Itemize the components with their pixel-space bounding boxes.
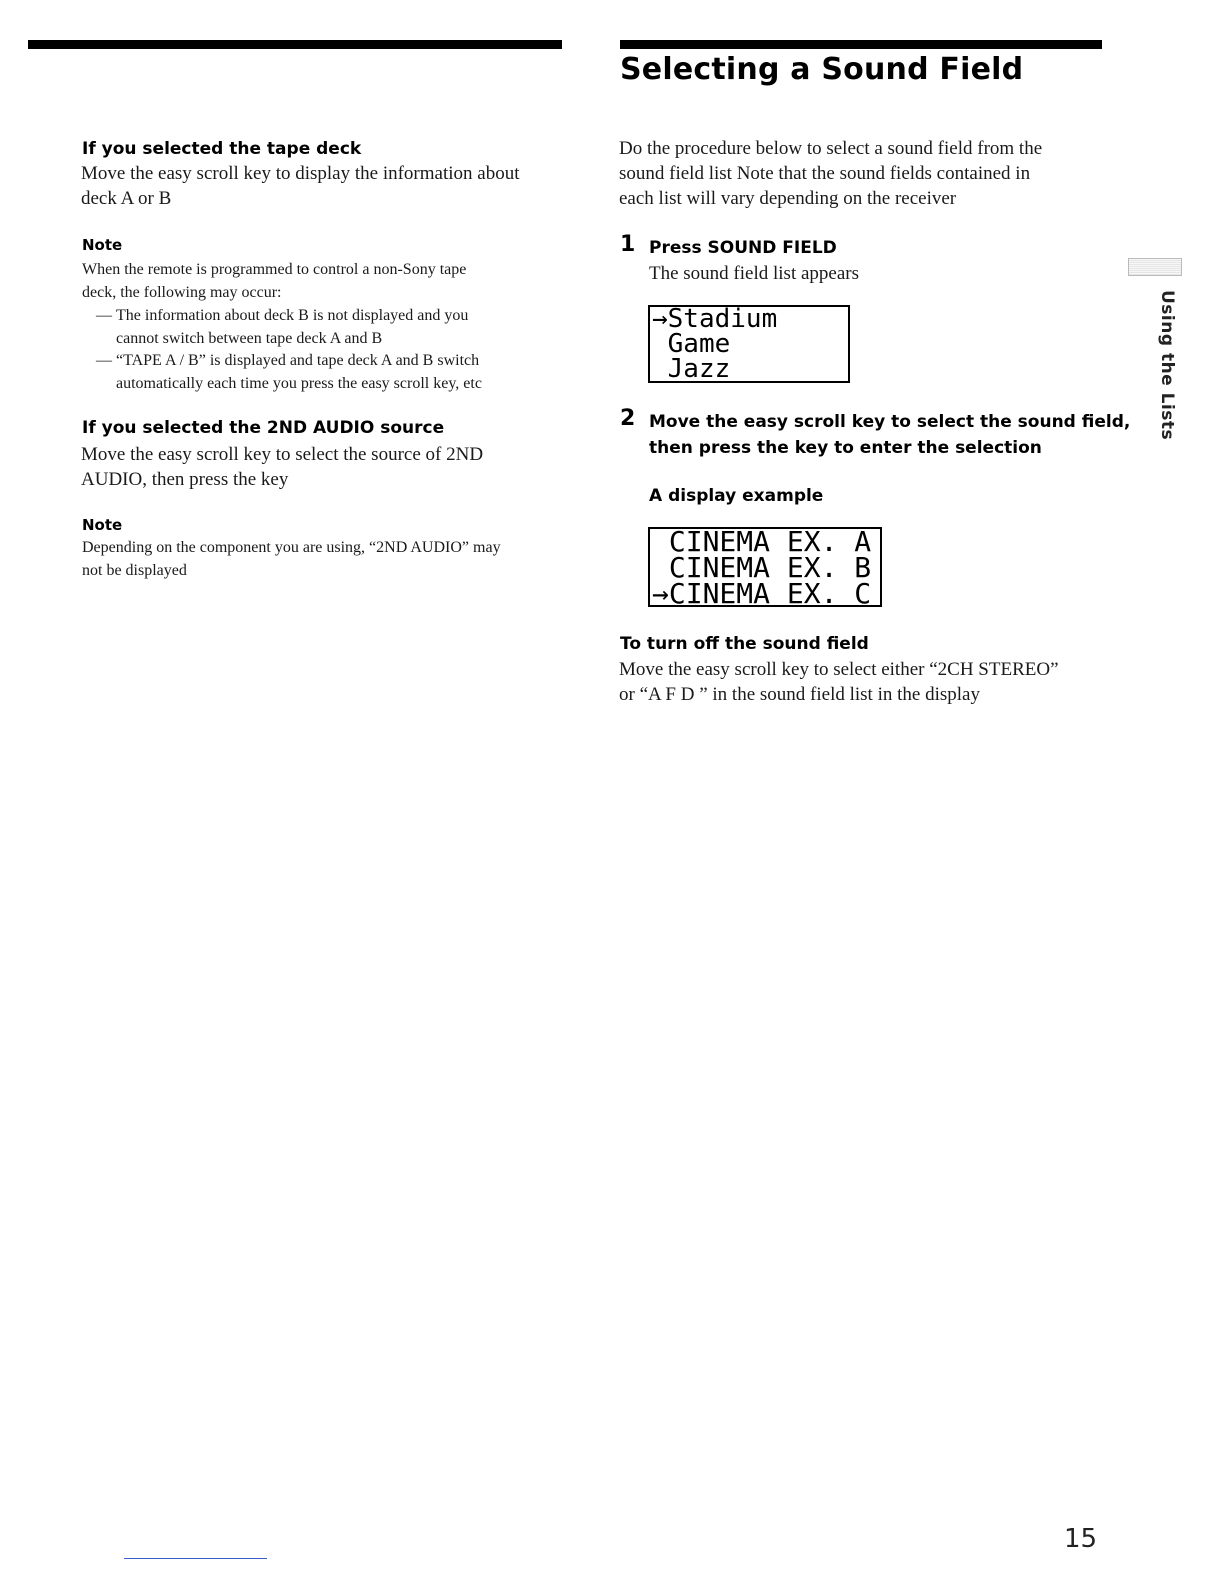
note-bullet-item: — “TAPE A / B” is displayed and tape deck A and B switch automatically each time you press the easy scroll key, etc (96, 352, 482, 392)
footer-link-underline (124, 1558, 267, 1559)
lcd-display (648, 525, 882, 610)
2nd-audio-body: Move the easy scroll key to select the source of 2ND AUDIO, then press the key (81, 444, 484, 490)
step-title: Move the easy scroll key to select the sound field, then press the key to enter the selection (649, 412, 1131, 458)
2nd-audio-heading: If you selected the 2ND AUDIO source (82, 418, 445, 438)
intro-paragraph: Do the procedure below to select a sound field from the sound field list Note that the sound fields contained in each list will vary depending on the receiver (619, 138, 1043, 209)
step-number: 1 (620, 232, 636, 257)
section-tab-marker (1128, 258, 1182, 276)
lcd-line: Jazz (652, 354, 731, 384)
display-example-heading: A display example (649, 486, 824, 506)
lcd-line: CINEMA EX. B (652, 551, 872, 584)
lcd-line: Game (652, 329, 731, 359)
note-label: Note (82, 236, 123, 254)
note-label: Note (82, 516, 123, 534)
page-number: 15 (1064, 1524, 1098, 1554)
right-top-rule (620, 40, 1102, 49)
turn-off-body: Move the easy scroll key to select either “2CH STEREO” or “A F D ” in the sound field list in the display (619, 659, 1059, 705)
turn-off-heading: To turn off the sound field (620, 634, 869, 654)
lcd-line: →Stadium (652, 304, 778, 334)
step-body: The sound field list appears (649, 263, 860, 284)
step-number: 2 (620, 406, 636, 431)
left-top-rule (28, 40, 562, 49)
note-text: Depending on the component you are using, “2ND AUDIO” may not be displayed (82, 539, 501, 579)
step-title: Press SOUND FIELD (649, 238, 837, 258)
lcd-display (648, 305, 850, 383)
note-bullet-item: — The information about deck B is not displayed and you cannot switch between tape deck A and B (96, 307, 469, 347)
lcd-line: →CINEMA EX. C (652, 577, 872, 610)
lcd-line: CINEMA EX. A (652, 525, 872, 558)
note-text: When the remote is programmed to control a non-Sony tape deck, the following may occur: (82, 261, 467, 301)
section-side-label: Using the Lists (1157, 290, 1177, 441)
tape-deck-body: Move the easy scroll key to display the information about deck A or B (81, 163, 520, 209)
tape-deck-heading: If you selected the tape deck (82, 139, 362, 159)
page-title: Selecting a Sound Field (620, 52, 1024, 87)
